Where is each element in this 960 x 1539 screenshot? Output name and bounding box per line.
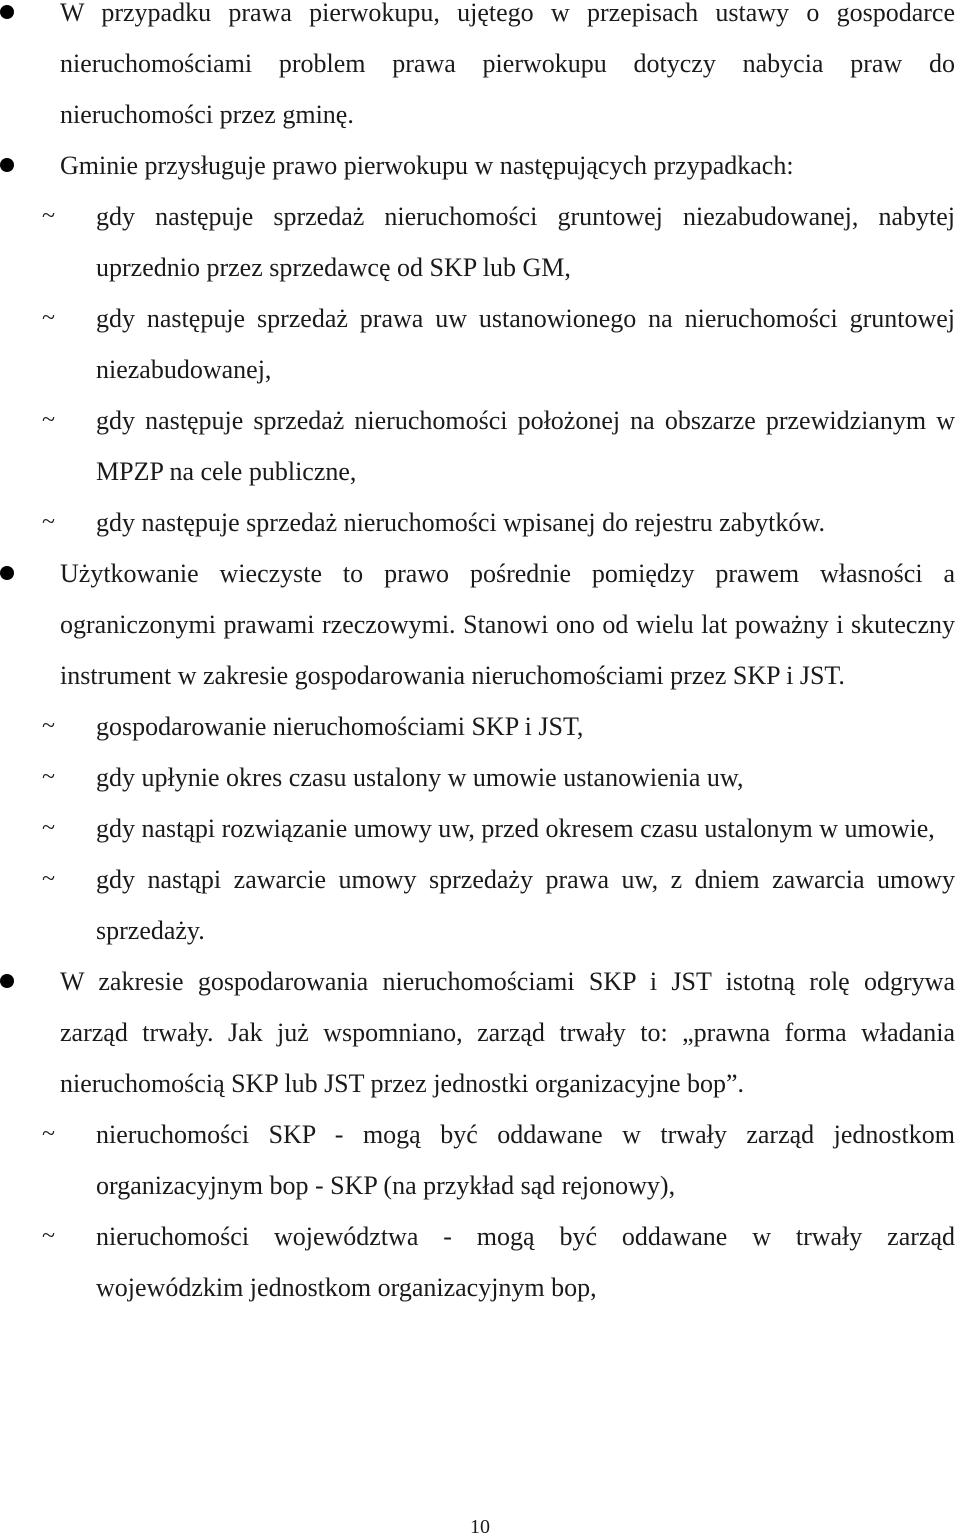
tilde-marker-icon: ~: [42, 1121, 55, 1147]
paragraph-text: W przypadku prawa pierwokupu, ujętego w przepisach ustawy o gospodarce nieruchomościami problem prawa pierwokupu dotyczy nabycia praw do nieruchomości przez gminę.: [60, 0, 955, 129]
bullet-item-gmina-pierwokup: [0, 140, 960, 191]
bullet-dot-icon: [0, 5, 14, 19]
paragraph-text: Użytkowanie wieczyste to prawo pośrednie pomiędzy prawem własności a ograniczonymi prawami rzeczowymi. Stanowi ono od wielu lat poważny i skuteczny instrument w zakresie gospodarowania nieruchomościami przez SKP i JST.: [60, 559, 955, 690]
tilde-marker-icon: ~: [42, 713, 55, 739]
paragraph-text: W zakresie gospodarowania nieruchomościami SKP i JST istotną rolę odgrywa zarząd trwały. Jak już wspomniano, zarząd trwały to: „prawna forma władania nieruchomością SKP lub JST przez jednostki organizacyjne bop”.: [60, 967, 955, 1098]
tilde-marker-icon: ~: [42, 407, 55, 433]
tilde-marker-icon: ~: [42, 305, 55, 331]
dash-item: [0, 1211, 960, 1313]
tilde-marker-icon: ~: [42, 866, 55, 892]
list-item-text: nieruchomości SKP - mogą być oddawane w trwały zarząd jednostkom organizacyjnym bop - SKP (na przykład sąd rejonowy),: [96, 1120, 955, 1200]
list-item-text: gdy nastąpi zawarcie umowy sprzedaży prawa uw, z dniem zawarcia umowy sprzedaży.: [96, 865, 955, 945]
list-item-text: gdy następuje sprzedaż prawa uw ustanowionego na nieruchomości gruntowej niezabudowanej,: [96, 304, 955, 384]
bullet-item-uzytkowanie-wieczyste: [0, 548, 960, 701]
bullet-dot-icon: [0, 566, 14, 580]
dash-item: [0, 1109, 960, 1211]
dash-item: [0, 497, 960, 548]
list-item-text: nieruchomości województwa - mogą być oddawane w trwały zarząd wojewódzkim jednostkom organizacyjnym bop,: [96, 1222, 955, 1302]
paragraph-text: Gminie przysługuje prawo pierwokupu w następujących przypadkach:: [60, 151, 794, 180]
dash-item: [0, 803, 960, 854]
dash-item: [0, 854, 960, 956]
bullet-item-pierwokup: [0, 0, 960, 140]
bullet-dot-icon: [0, 158, 14, 172]
bullet-item-zarzad-trwaly: [0, 956, 960, 1109]
dash-item: [0, 752, 960, 803]
dash-item: [0, 191, 960, 293]
tilde-marker-icon: ~: [42, 815, 55, 841]
list-item-text: gdy następuje sprzedaż nieruchomości położonej na obszarze przewidzianym w MPZP na cele publiczne,: [96, 406, 955, 486]
list-item-text: gdy upłynie okres czasu ustalony w umowie ustanowienia uw,: [96, 763, 744, 792]
list-item-text: gdy następuje sprzedaż nieruchomości gruntowej niezabudowanej, nabytej uprzednio przez sprzedawcę od SKP lub GM,: [96, 202, 955, 282]
tilde-marker-icon: ~: [42, 509, 55, 535]
tilde-marker-icon: ~: [42, 203, 55, 229]
tilde-marker-icon: ~: [42, 1223, 55, 1249]
page-number: 10: [470, 1516, 490, 1538]
dash-item: [0, 395, 960, 497]
dash-item: [0, 701, 960, 752]
list-item-text: gdy następuje sprzedaż nieruchomości wpisanej do rejestru zabytków.: [96, 508, 825, 537]
bullet-dot-icon: [0, 974, 14, 988]
tilde-marker-icon: ~: [42, 764, 55, 790]
list-item-text: gdy nastąpi rozwiązanie umowy uw, przed okresem czasu ustalonym w umowie,: [96, 814, 935, 843]
list-item-text: gospodarowanie nieruchomościami SKP i JST,: [96, 712, 584, 741]
dash-item: [0, 293, 960, 395]
